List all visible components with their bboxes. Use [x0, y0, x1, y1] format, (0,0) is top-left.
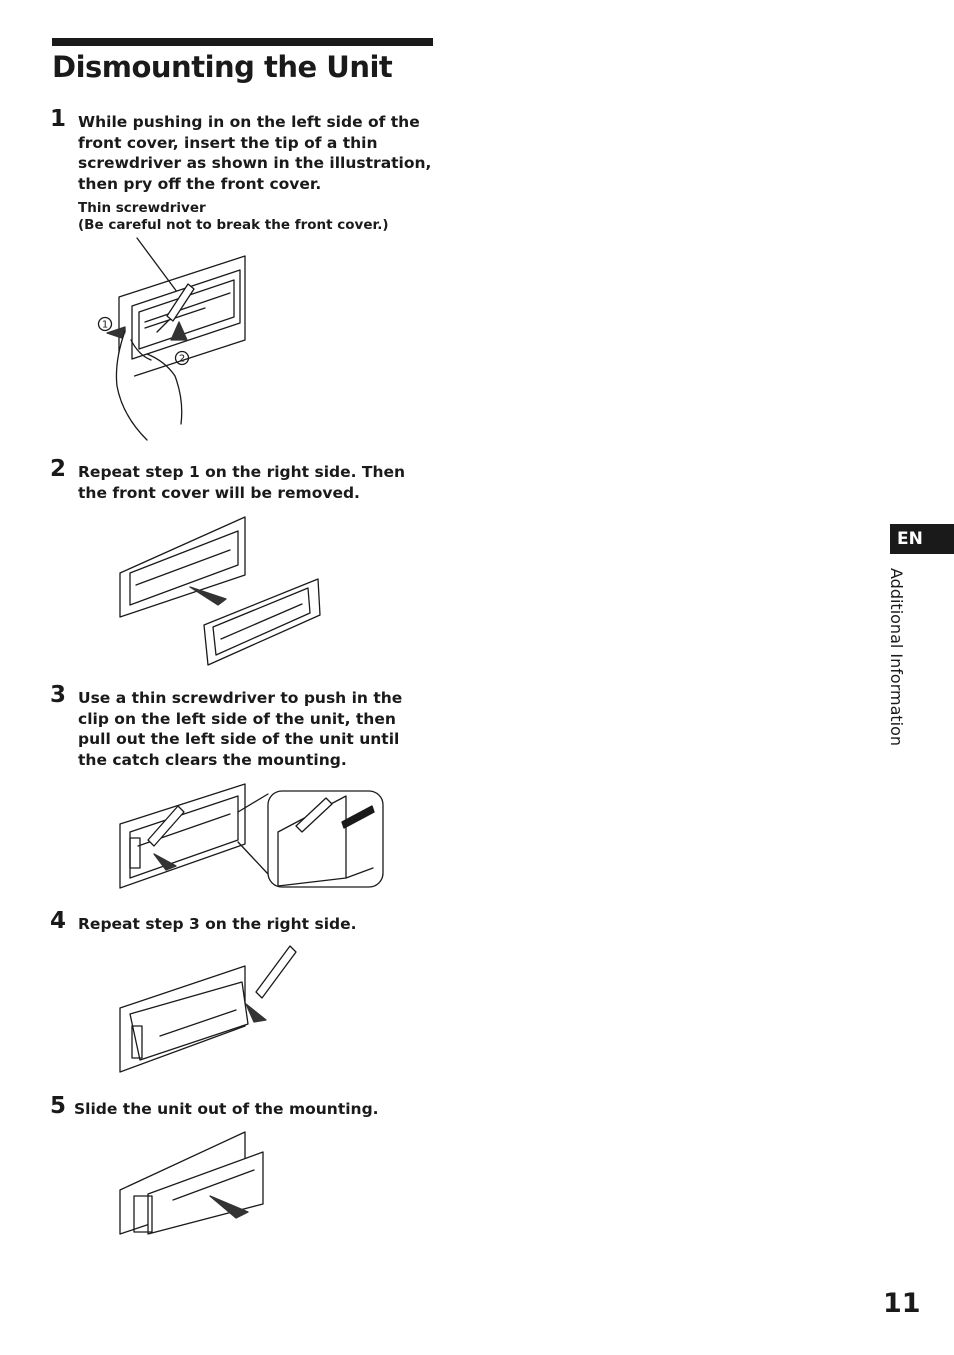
- screwdriver-handle: [256, 946, 296, 998]
- step-3-number: 3: [50, 682, 67, 708]
- hand-finger: [147, 354, 182, 424]
- step-1-text: While pushing in on the left side of the front cover, insert the tip of a thin screwdriver as shown in the illustration, then pry off the front cover.: [78, 113, 432, 193]
- illustration-step-5: [118, 1130, 278, 1240]
- illustration-caption: [78, 200, 389, 234]
- callout-2-label: 2: [178, 353, 186, 365]
- language-tab: EN: [890, 524, 954, 554]
- illustration-step-4: [118, 942, 303, 1077]
- step-4-text: Repeat step 3 on the right side.: [78, 915, 357, 933]
- section-label: Additional Information: [887, 568, 906, 747]
- step-1-number: 1: [50, 106, 67, 132]
- remove-arrow: [190, 587, 226, 605]
- step-2-text: Repeat step 1 on the right side. Then the front cover will be removed.: [78, 463, 406, 502]
- unit-body: [130, 531, 238, 605]
- illustration-step-2: [118, 515, 323, 670]
- step-5-text: Slide the unit out of the mounting.: [74, 1100, 379, 1118]
- callout-1-label: 1: [101, 319, 109, 331]
- caption-line-1: Thin screwdriver: [78, 200, 206, 216]
- illustration-step-3: [118, 782, 388, 892]
- unit-body: [148, 1152, 263, 1234]
- step-3-text: Use a thin screwdriver to push in the clip on the left side of the unit, then pull out the left side of the unit until the catch clears the mounting.: [78, 689, 403, 769]
- page-number: 11: [883, 1288, 921, 1319]
- step-5-number: 5: [50, 1093, 67, 1119]
- illustration-step-1: [95, 236, 255, 442]
- unit-body: [130, 982, 248, 1060]
- page-title: Dismounting the Unit: [52, 50, 393, 84]
- zoom-line-top: [238, 794, 268, 812]
- title-rule: [52, 38, 433, 46]
- pull-arrow: [246, 1004, 266, 1022]
- step-4-number: 4: [50, 908, 67, 934]
- caption-line-2: (Be careful not to break the front cover.): [78, 217, 389, 233]
- step-2-number: 2: [50, 456, 67, 482]
- zoom-line-bottom: [238, 842, 268, 874]
